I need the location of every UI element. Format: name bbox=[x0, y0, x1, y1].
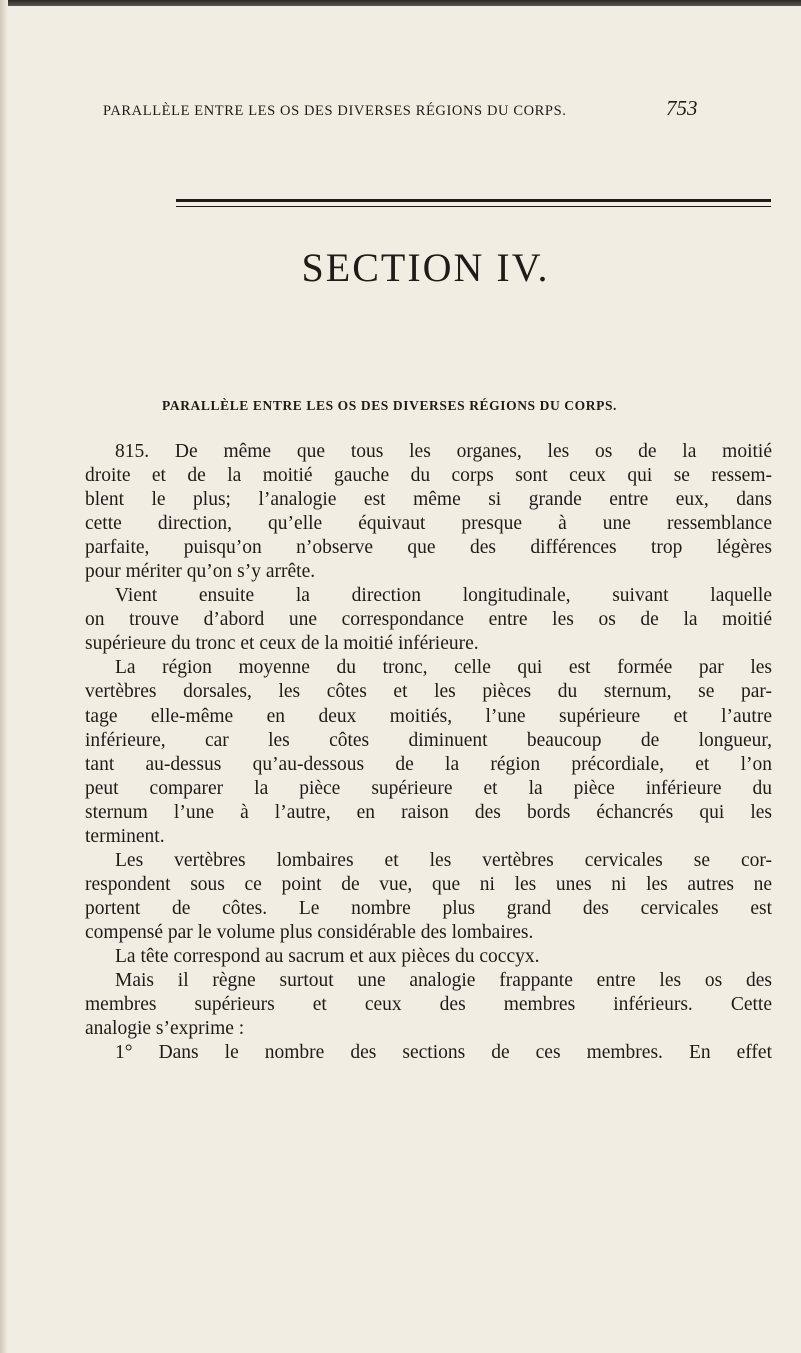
text-line: portent de côtes. Le nombre plus grand des cervicales est bbox=[85, 897, 772, 919]
text-line: terminent. bbox=[85, 825, 165, 847]
text-line: respondent sous ce point de vue, que ni les unes ni les autres ne bbox=[85, 873, 772, 895]
text-line: tage elle-même en deux moitiés, l’une supérieure et l’autre bbox=[85, 705, 772, 727]
header-rule-thick bbox=[176, 199, 771, 202]
text-line: La tête correspond au sacrum et aux pièces du coccyx. bbox=[115, 945, 540, 967]
text-line: inférieure, car les côtes diminuent beaucoup de longueur, bbox=[85, 729, 772, 751]
text-line: compensé par le volume plus considérable des lombaires. bbox=[85, 921, 534, 943]
text-line: supérieure du tronc et ceux de la moitié inférieure. bbox=[85, 633, 479, 655]
section-title: SECTION IV. bbox=[301, 245, 550, 290]
text-line: vertèbres dorsales, les côtes et les pièces du sternum, se par- bbox=[85, 681, 772, 703]
text-line: cette direction, qu’elle équivaut presque à une ressemblance bbox=[85, 513, 772, 535]
text-line: pour mériter qu’on s’y arrête. bbox=[85, 561, 316, 583]
header-rule-thin bbox=[176, 206, 771, 207]
text-line: La région moyenne du tronc, celle qui est formée par les bbox=[115, 657, 772, 679]
text-line: parfaite, puisqu’on n’observe que des différences trop légères bbox=[85, 537, 772, 559]
page-number: 753 bbox=[666, 96, 698, 120]
page-binding-edge bbox=[0, 0, 8, 1353]
text-line: 1° Dans le nombre des sections de ces membres. En effet bbox=[115, 1042, 772, 1064]
text-line: analogie s’exprime : bbox=[85, 1018, 245, 1040]
text-line: peut comparer la pièce supérieure et la pièce inférieure du bbox=[85, 777, 772, 799]
text-line: sternum l’une à l’autre, en raison des bords échancrés qui les bbox=[85, 801, 772, 823]
text-line: on trouve d’abord une correspondance entre les os de la moitié bbox=[85, 609, 772, 631]
text-line: Les vertèbres lombaires et les vertèbres cervicales se cor- bbox=[115, 849, 772, 871]
page-top-edge bbox=[0, 0, 801, 6]
section-subtitle: PARALLÈLE ENTRE LES OS DES DIVERSES RÉGIONS DU CORPS. bbox=[162, 398, 618, 413]
text-line: 815. De même que tous les organes, les os de la moitié bbox=[115, 441, 772, 462]
running-head: PARALLÈLE ENTRE LES OS DES DIVERSES RÉGIONS DU CORPS. bbox=[103, 103, 567, 119]
text-line: membres supérieurs et ceux des membres inférieurs. Cette bbox=[85, 994, 772, 1016]
text-line: tant au-dessus qu’au-dessous de la région précordiale, et l’on bbox=[85, 753, 772, 775]
text-line: droite et de la moitié gauche du corps sont ceux qui se ressem- bbox=[85, 465, 772, 487]
body-text bbox=[85, 440, 772, 1065]
text-line: blent le plus; l’analogie est même si grande entre eux, dans bbox=[85, 489, 772, 511]
text-line: Vient ensuite la direction longitudinale, suivant laquelle bbox=[115, 585, 772, 607]
text-line: Mais il règne surtout une analogie frappante entre les os des bbox=[115, 970, 772, 992]
